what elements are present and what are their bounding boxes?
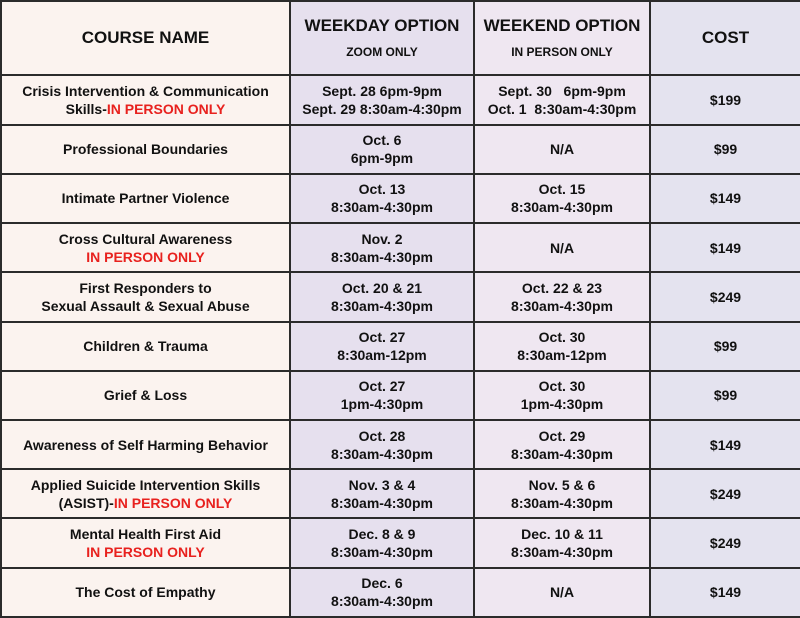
- cost-cell: $149: [650, 420, 800, 469]
- course-name-cell: Professional Boundaries: [1, 125, 290, 174]
- weekend-cell: Oct. 30 8:30am-12pm: [474, 322, 650, 371]
- course-name-cell: Cross Cultural Awareness IN PERSON ONLY: [1, 223, 290, 272]
- course-name-cell: Mental Health First Aid IN PERSON ONLY: [1, 518, 290, 567]
- course-name-cell: Grief & Loss: [1, 371, 290, 420]
- course-name-cell: First Responders to Sexual Assault & Sexual Abuse: [1, 272, 290, 321]
- cost-cell: $149: [650, 174, 800, 223]
- table-row: [1, 174, 800, 223]
- in-person-only-note: IN PERSON ONLY: [86, 248, 205, 265]
- weekend-cell: N/A: [474, 568, 650, 617]
- course-name-cell: Applied Suicide Intervention Skills (ASIST)-IN PERSON ONLY: [1, 469, 290, 518]
- weekend-cell: Oct. 22 & 23 8:30am-4:30pm: [474, 272, 650, 321]
- cost-cell: $99: [650, 125, 800, 174]
- weekday-cell: Dec. 6 8:30am-4:30pm: [290, 568, 474, 617]
- header-cost: COST: [650, 1, 800, 75]
- table-row: [1, 272, 800, 321]
- weekend-cell: N/A: [474, 125, 650, 174]
- table-row: [1, 371, 800, 420]
- table-row: [1, 125, 800, 174]
- table-row: [1, 322, 800, 371]
- weekday-cell: Oct. 6 6pm-9pm: [290, 125, 474, 174]
- cost-cell: $249: [650, 518, 800, 567]
- weekday-cell: Sept. 28 6pm-9pm Sept. 29 8:30am-4:30pm: [290, 75, 474, 124]
- in-person-only-note: IN PERSON ONLY: [86, 544, 205, 561]
- header-weekend-option: WEEKEND OPTION IN PERSON ONLY: [474, 1, 650, 75]
- weekend-cell: N/A: [474, 223, 650, 272]
- weekday-cell: Oct. 20 & 21 8:30am-4:30pm: [290, 272, 474, 321]
- cost-cell: $199: [650, 75, 800, 124]
- weekend-cell: Oct. 15 8:30am-4:30pm: [474, 174, 650, 223]
- weekday-cell: Oct. 27 1pm-4:30pm: [290, 371, 474, 420]
- table-row: [1, 518, 800, 567]
- weekend-cell: Dec. 10 & 11 8:30am-4:30pm: [474, 518, 650, 567]
- weekday-cell: Oct. 27 8:30am-12pm: [290, 322, 474, 371]
- weekday-cell: Dec. 8 & 9 8:30am-4:30pm: [290, 518, 474, 567]
- weekend-cell: Oct. 30 1pm-4:30pm: [474, 371, 650, 420]
- course-name-cell: The Cost of Empathy: [1, 568, 290, 617]
- weekend-cell: Nov. 5 & 6 8:30am-4:30pm: [474, 469, 650, 518]
- weekend-cell: Sept. 30 6pm-9pm Oct. 1 8:30am-4:30pm: [474, 75, 650, 124]
- weekday-cell: Nov. 2 8:30am-4:30pm: [290, 223, 474, 272]
- course-name-cell: Awareness of Self Harming Behavior: [1, 420, 290, 469]
- course-name-cell: Intimate Partner Violence: [1, 174, 290, 223]
- header-row: [1, 1, 800, 75]
- cost-cell: $249: [650, 272, 800, 321]
- cost-cell: $99: [650, 322, 800, 371]
- cost-cell: $149: [650, 223, 800, 272]
- header-course-name: COURSE NAME: [1, 1, 290, 75]
- table-row: [1, 223, 800, 272]
- cost-cell: $249: [650, 469, 800, 518]
- table-row: [1, 75, 800, 124]
- weekend-cell: Oct. 29 8:30am-4:30pm: [474, 420, 650, 469]
- weekday-cell: Nov. 3 & 4 8:30am-4:30pm: [290, 469, 474, 518]
- cost-cell: $149: [650, 568, 800, 617]
- weekday-cell: Oct. 13 8:30am-4:30pm: [290, 174, 474, 223]
- in-person-only-note: IN PERSON ONLY: [106, 100, 226, 117]
- weekday-cell: Oct. 28 8:30am-4:30pm: [290, 420, 474, 469]
- cost-cell: $99: [650, 371, 800, 420]
- header-weekday-option: WEEKDAY OPTION ZOOM ONLY: [290, 1, 474, 75]
- course-name-cell: Crisis Intervention & Communication Skills-IN PERSON ONLY: [1, 75, 290, 124]
- course-name-cell: Children & Trauma: [1, 322, 290, 371]
- table-row: [1, 568, 800, 617]
- table-row: [1, 420, 800, 469]
- in-person-only-note: IN PERSON ONLY: [113, 494, 233, 511]
- table-row: [1, 469, 800, 518]
